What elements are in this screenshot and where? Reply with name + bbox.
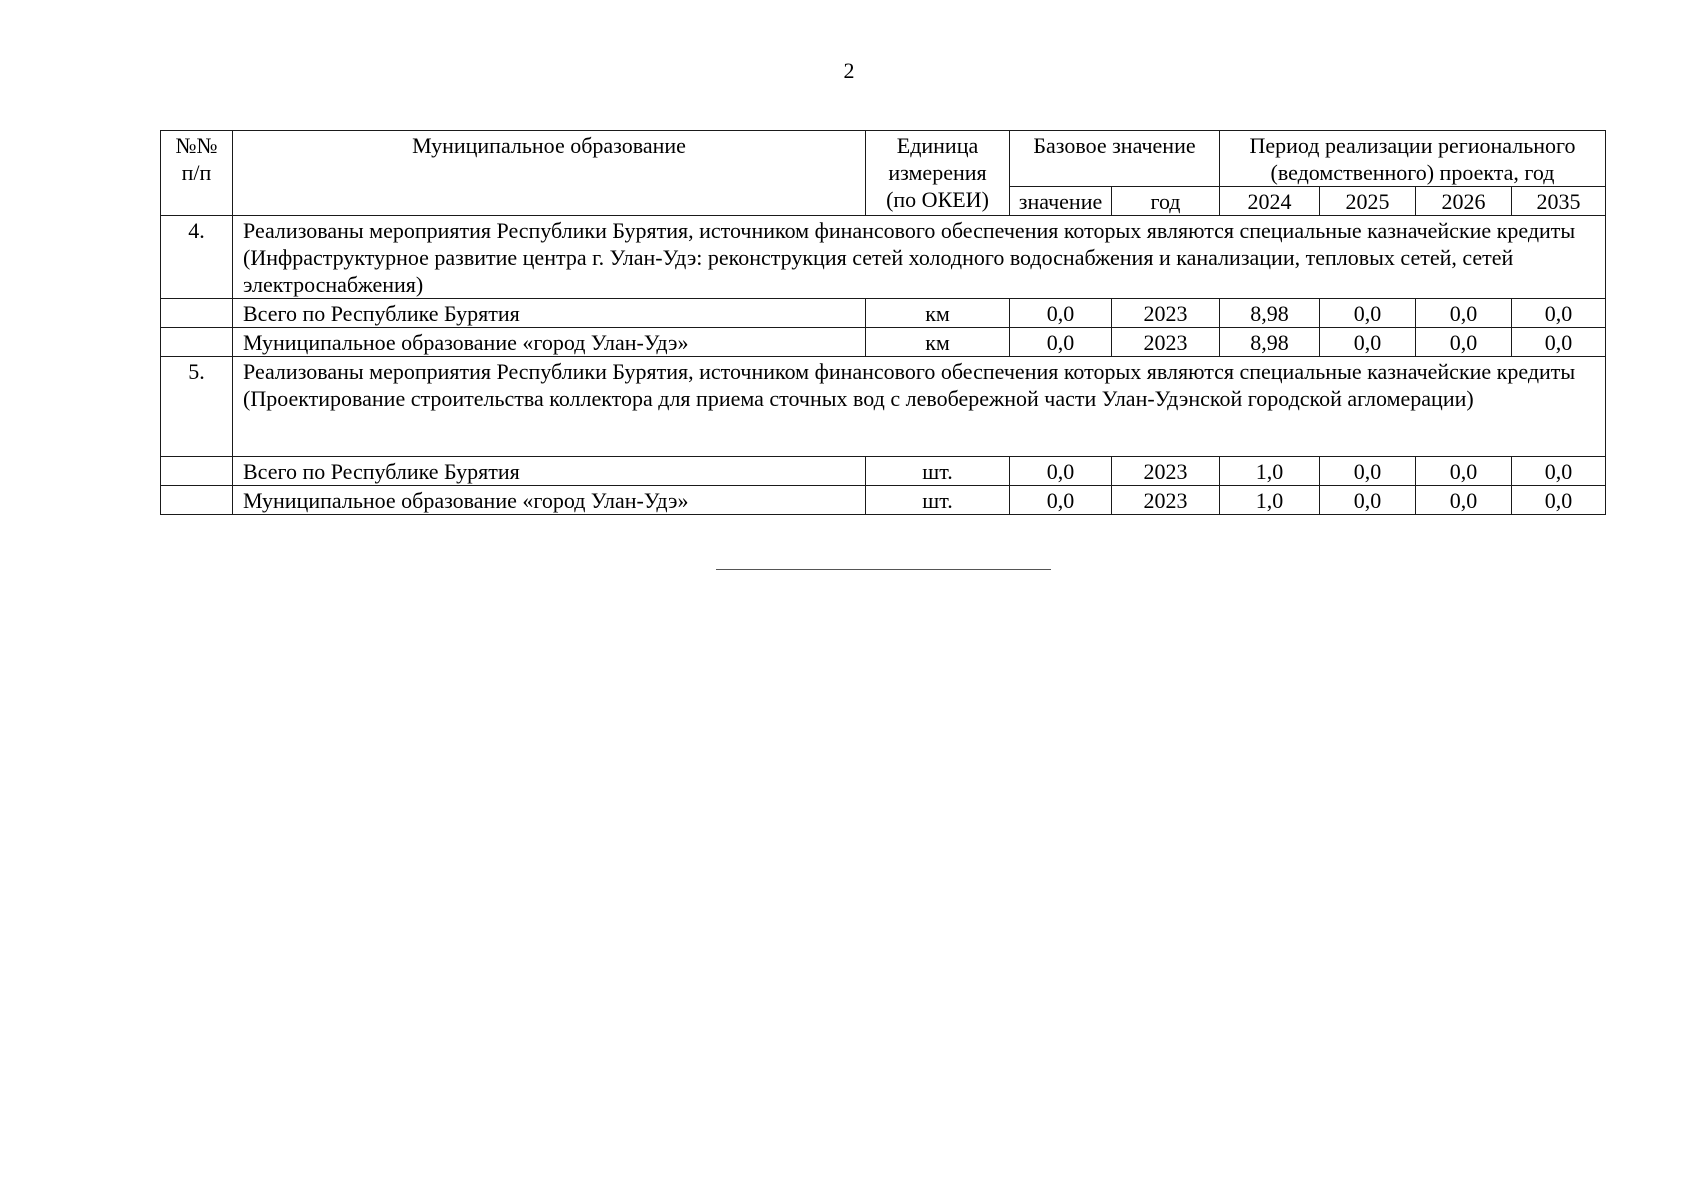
row-value-2026: 0,0 — [1416, 486, 1512, 515]
table-row — [161, 457, 1606, 486]
table-row — [161, 299, 1606, 328]
row-unit: км — [866, 299, 1010, 328]
row-value-2025: 0,0 — [1320, 486, 1416, 515]
row-value-2026: 0,0 — [1416, 299, 1512, 328]
row-value-2035: 0,0 — [1512, 328, 1606, 357]
table-header-row — [161, 131, 1606, 187]
row-value-2035: 0,0 — [1512, 299, 1606, 328]
row-name: Муниципальное образование «город Улан-Удэ» — [233, 486, 866, 515]
header-year-2026: 2026 — [1416, 187, 1512, 216]
row-unit: шт. — [866, 486, 1010, 515]
row-name: Всего по Республике Бурятия — [233, 299, 866, 328]
row-num-empty — [161, 299, 233, 328]
row-value-2025: 0,0 — [1320, 299, 1416, 328]
row-num-empty — [161, 486, 233, 515]
header-year-2024: 2024 — [1220, 187, 1320, 216]
row-value-2024: 8,98 — [1220, 328, 1320, 357]
row-num-empty — [161, 457, 233, 486]
section-description: Реализованы мероприятия Республики Бурятия, источником финансового обеспечения которых являются специальные казначейские кредиты (Проектирование строительства коллектора для приема сточных вод с левобережной части Улан-Удэнской городской агломерации) — [233, 357, 1606, 457]
row-name: Всего по Республике Бурятия — [233, 457, 866, 486]
row-base-year: 2023 — [1112, 486, 1220, 515]
row-value-2025: 0,0 — [1320, 457, 1416, 486]
header-year-2025: 2025 — [1320, 187, 1416, 216]
row-value-2025: 0,0 — [1320, 328, 1416, 357]
page-number: 2 — [843, 58, 855, 83]
row-name: Муниципальное образование «город Улан-Удэ» — [233, 328, 866, 357]
header-num: №№ п/п — [161, 131, 233, 216]
section-row — [161, 216, 1606, 299]
row-value-2024: 1,0 — [1220, 457, 1320, 486]
table-row — [161, 486, 1606, 515]
row-unit: км — [866, 328, 1010, 357]
section-num: 5. — [161, 357, 233, 457]
indicators-table — [160, 130, 1606, 515]
table-row — [161, 328, 1606, 357]
row-base-year: 2023 — [1112, 299, 1220, 328]
header-base-value: значение — [1010, 187, 1112, 216]
row-base-value: 0,0 — [1010, 328, 1112, 357]
row-base-year: 2023 — [1112, 457, 1220, 486]
row-value-2026: 0,0 — [1416, 457, 1512, 486]
section-num: 4. — [161, 216, 233, 299]
row-num-empty — [161, 328, 233, 357]
row-value-2026: 0,0 — [1416, 328, 1512, 357]
row-value-2035: 0,0 — [1512, 457, 1606, 486]
header-unit: Единица измерения (по ОКЕИ) — [866, 131, 1010, 216]
end-divider-line — [716, 569, 1051, 570]
header-year-2035: 2035 — [1512, 187, 1606, 216]
section-row — [161, 357, 1606, 457]
row-base-value: 0,0 — [1010, 299, 1112, 328]
section-description: Реализованы мероприятия Республики Бурятия, источником финансового обеспечения которых являются специальные казначейские кредиты (Инфраструктурное развитие центра г. Улан-Удэ: реконструкция сетей холодного водоснабжения и канализации, тепловых сетей, сетей электроснабжения) — [233, 216, 1606, 299]
row-value-2024: 8,98 — [1220, 299, 1320, 328]
row-value-2024: 1,0 — [1220, 486, 1320, 515]
header-period: Период реализации регионального (ведомственного) проекта, год — [1220, 131, 1606, 187]
row-base-value: 0,0 — [1010, 486, 1112, 515]
header-municipality: Муниципальное образование — [233, 131, 866, 216]
row-value-2035: 0,0 — [1512, 486, 1606, 515]
header-base-year: год — [1112, 187, 1220, 216]
row-unit: шт. — [866, 457, 1010, 486]
row-base-year: 2023 — [1112, 328, 1220, 357]
header-base: Базовое значение — [1010, 131, 1220, 187]
row-base-value: 0,0 — [1010, 457, 1112, 486]
